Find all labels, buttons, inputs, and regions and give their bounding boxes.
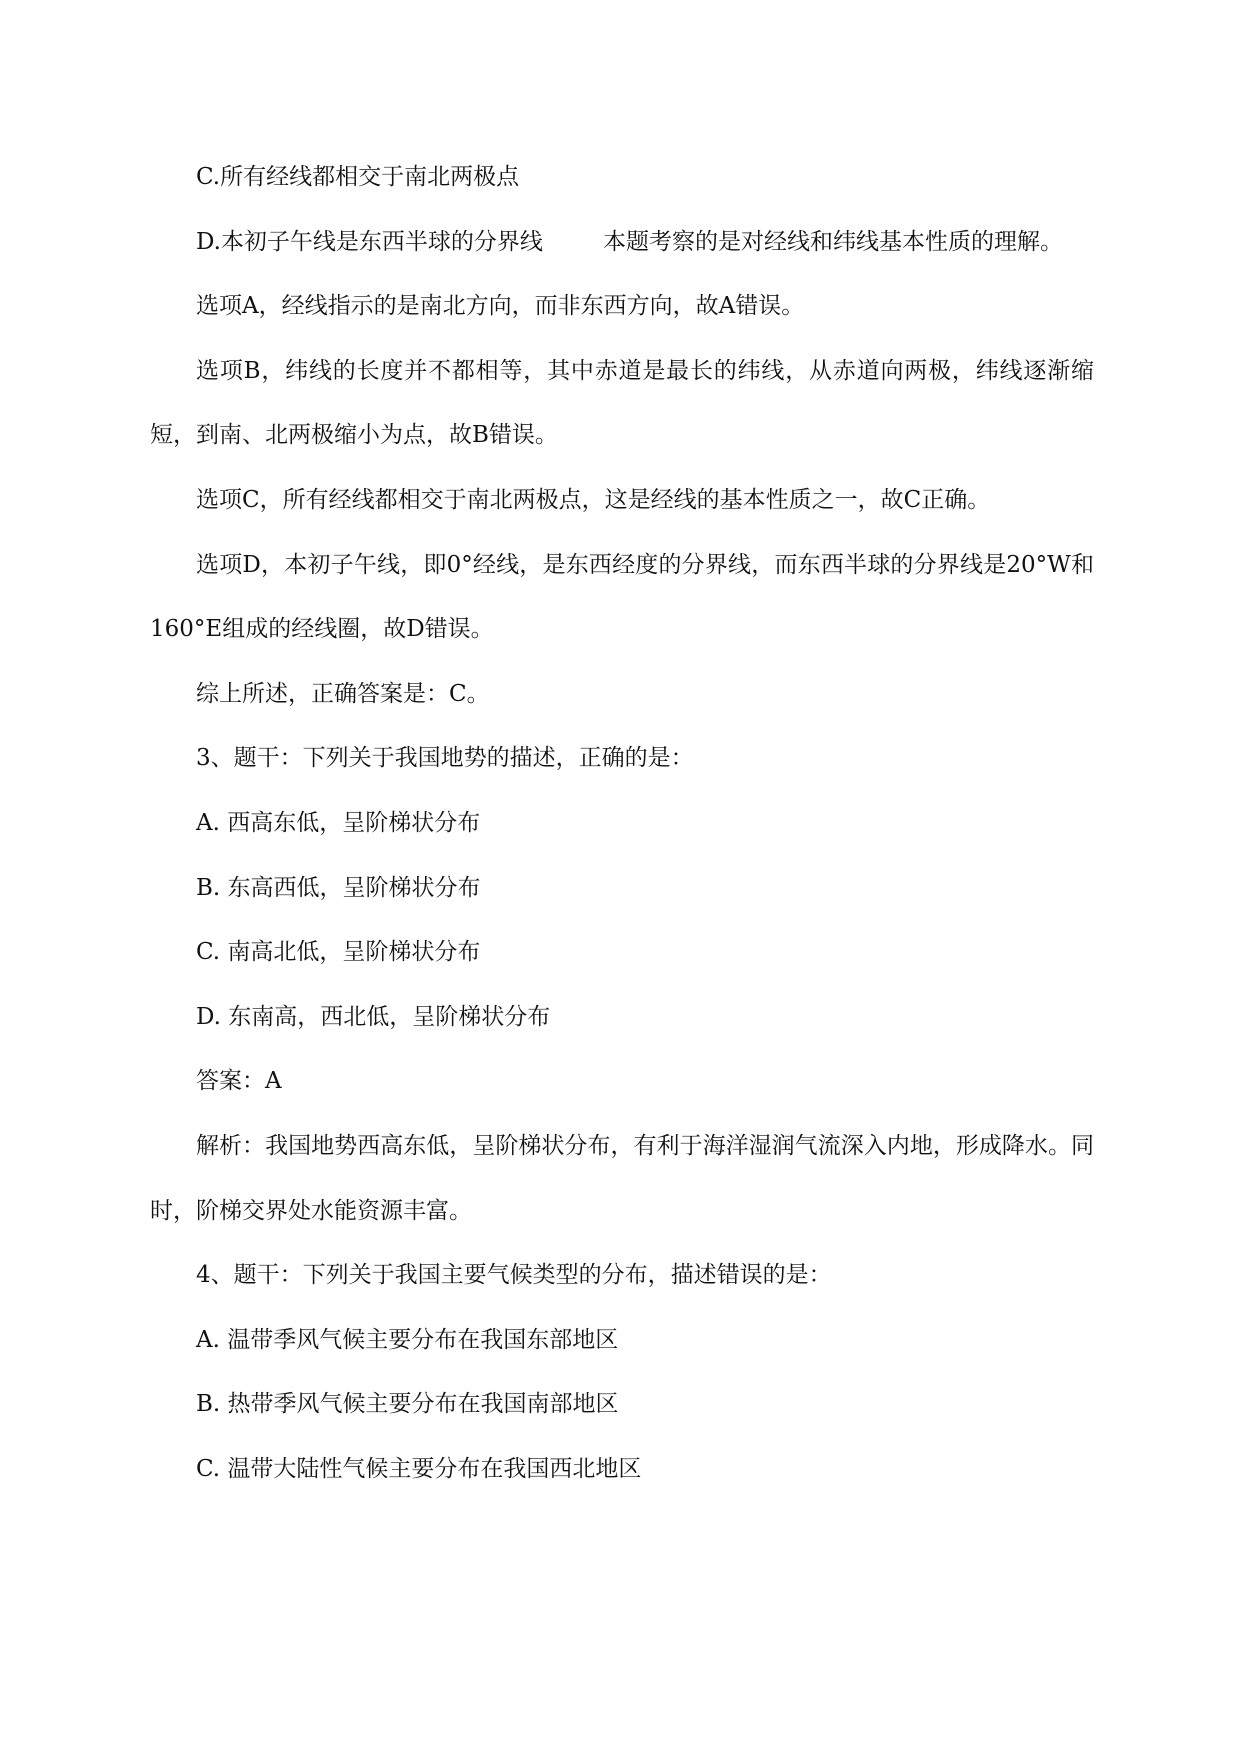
- q3-option-d: D. 东南高，西北低，呈阶梯状分布: [196, 1003, 551, 1030]
- q2-option-d: [150, 210, 1094, 275]
- q4-option-a: A. 温带季风气候主要分布在我国东部地区: [196, 1326, 619, 1353]
- q4-option-c: C. 温带大陆性气候主要分布在我国西北地区: [196, 1455, 642, 1482]
- q2-option-d-text: D.本初子午线是东西半球的分界线: [196, 228, 543, 255]
- q2-explain-b: 选项B，纬线的长度并不都相等，其中赤道是最长的纬线，从赤道向两极，纬线逐渐缩短，到南、北两极缩小为点，故B错误。: [150, 357, 1094, 449]
- q4-stem: 4、题干：下列关于我国主要气候类型的分布，描述错误的是：: [196, 1262, 832, 1289]
- q3-analysis: 解析：我国地势西高东低，呈阶梯状分布，有利于海洋湿润气流深入内地，形成降水。同时，阶梯交界处水能资源丰富。: [150, 1132, 1094, 1224]
- q3-stem: 3、题干：下列关于我国地势的描述，正确的是：: [196, 745, 694, 772]
- q2-explain-a: 选项A，经线指示的是南北方向，而非东西方向，故A错误。: [196, 293, 805, 320]
- q2-summary: 综上所述，正确答案是：C。: [196, 680, 490, 707]
- document-body: [150, 145, 1094, 1501]
- q3-option-a: A. 西高东低，呈阶梯状分布: [196, 809, 481, 836]
- q3-answer: 答案：A: [196, 1068, 282, 1095]
- q4-option-b: B. 热带季风气候主要分布在我国南部地区: [196, 1391, 619, 1418]
- q2-explain-d: 选项D，本初子午线，即0°经线，是东西经度的分界线，而东西半球的分界线是20°W和160°E组成的经线圈，故D错误。: [150, 551, 1094, 643]
- q2-option-c: C.所有经线都相交于南北两极点: [196, 164, 520, 190]
- q3-option-b: B. 东高西低，呈阶梯状分布: [196, 874, 481, 901]
- q2-topic-note: 本题考察的是对经线和纬线基本性质的理解。: [602, 228, 1063, 255]
- q2-explain-c: 选项C，所有经线都相交于南北两极点，这是经线的基本性质之一，故C正确。: [196, 486, 991, 513]
- q3-option-c: C. 南高北低，呈阶梯状分布: [196, 939, 481, 966]
